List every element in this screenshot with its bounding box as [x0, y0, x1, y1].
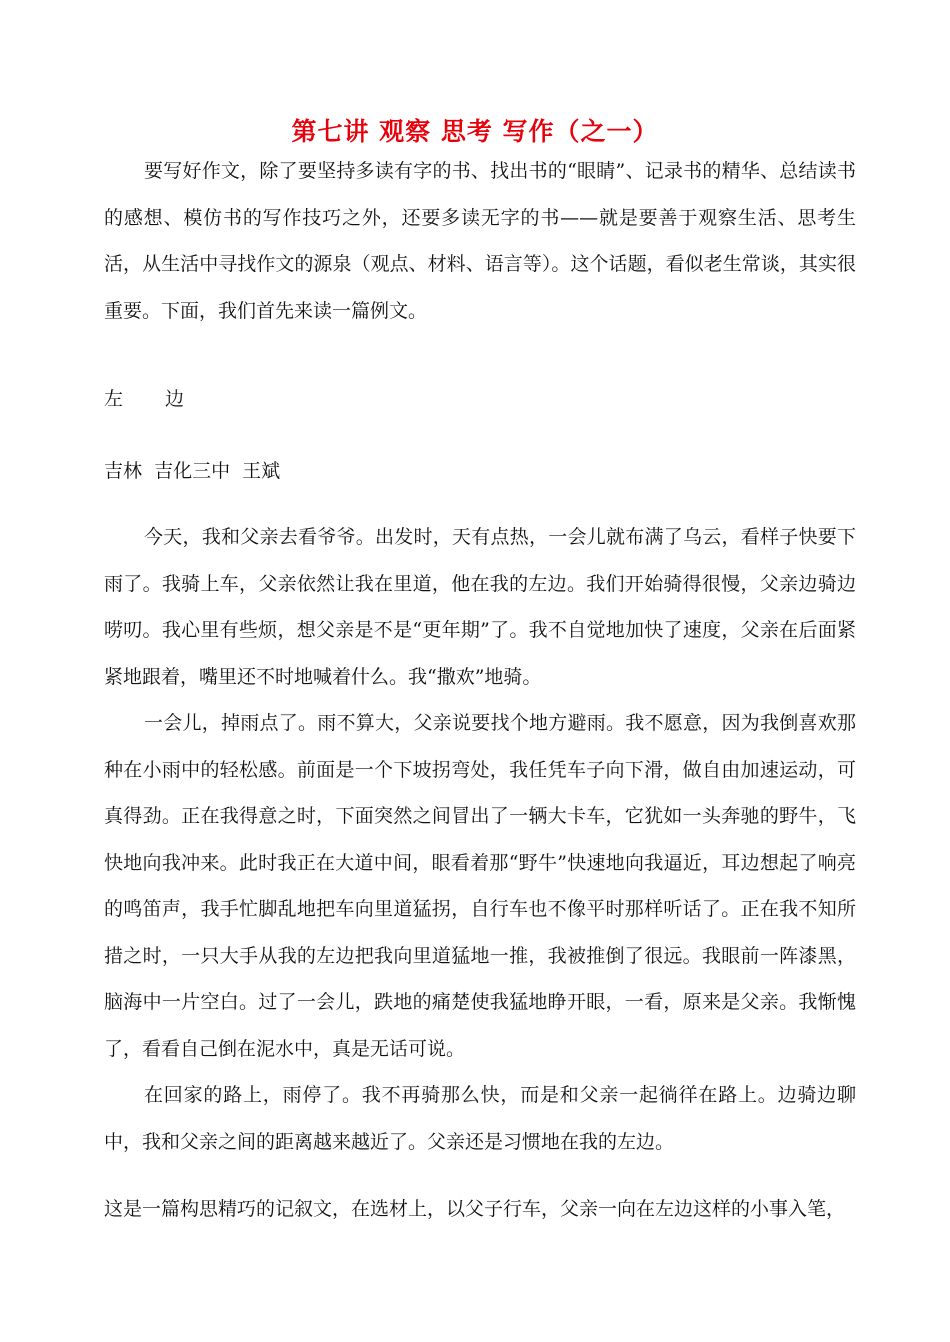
essay-paragraph-1: 今天，我和父亲去看爷爷。出发时，天有点热，一会儿就布满了乌云，看样子快要下雨了。我骑上车，父亲依然让我在里道，他在我的左边。我们开始骑得很慢，父亲边骑边唠叨。我心里有些烦，想父亲是不是“更年期”了。我不自觉地加快了速度，父亲在后面紧紧地跟着，嘴里还不时地喊着什么。我“撒欢”地骑。	[104, 526, 856, 688]
essay-title	[104, 376, 856, 423]
essay-paragraph-2: 一会儿，掉雨点了。雨不算大，父亲说要找个地方避雨。我不愿意，因为我倒喜欢那种在小雨中的轻松感。前面是一个下坡拐弯处，我任凭车子向下滑，做自由加速运动，可真得劲。正在我得意之时，下面突然之间冒出了一辆大卡车，它犹如一头奔驰的野牛，飞快地向我冲来。此时我正在大道中间，眼看着那“野牛”快速地向我逼近，耳边想起了响亮的鸣笛声，我手忙脚乱地把车向里道猛拐，自行车也不像平时那样听话了。正在我不知所措之时，一只大手从我的左边把我向里道猛地一推，我被推倒了很远。我眼前一阵漆黑，脑海中一片空白。过了一会儿，跌地的痛楚使我猛地睁开眼，一看，原来是父亲。我惭愧了，看看自己倒在泥水中，真是无话可说。	[104, 712, 856, 1060]
essay-author: 吉林 吉化三中 王斌	[104, 460, 281, 482]
commentary-paragraph: 这是一篇构思精巧的记叙文，在选材上，以父子行车，父亲一向在左边这样的小事入笔，	[104, 1198, 846, 1220]
intro-paragraph: 要写好作文，除了要坚持多读有字的书、找出书的“眼睛”、记录书的精华、总结读书的感想、模仿书的写作技巧之外，还要多读无字的书——就是要善于观察生活、思考生活，从生活中寻找作文的源泉（观点、材料、语言等）。这个话题，看似老生常谈，其实很重要。下面，我们首先来读一篇例文。	[104, 160, 856, 322]
lecture-title: 第七讲 观察 思考 写作（之一）	[291, 117, 659, 146]
essay-paragraph-3: 在回家的路上，雨停了。我不再骑那么快，而是和父亲一起徜徉在路上。边骑边聊中，我和父亲之间的距离越来越近了。父亲还是习惯地在我的左边。	[104, 1084, 856, 1153]
essay-title-char-1: 左	[104, 388, 124, 410]
essay-title-char-2: 边	[165, 388, 185, 410]
